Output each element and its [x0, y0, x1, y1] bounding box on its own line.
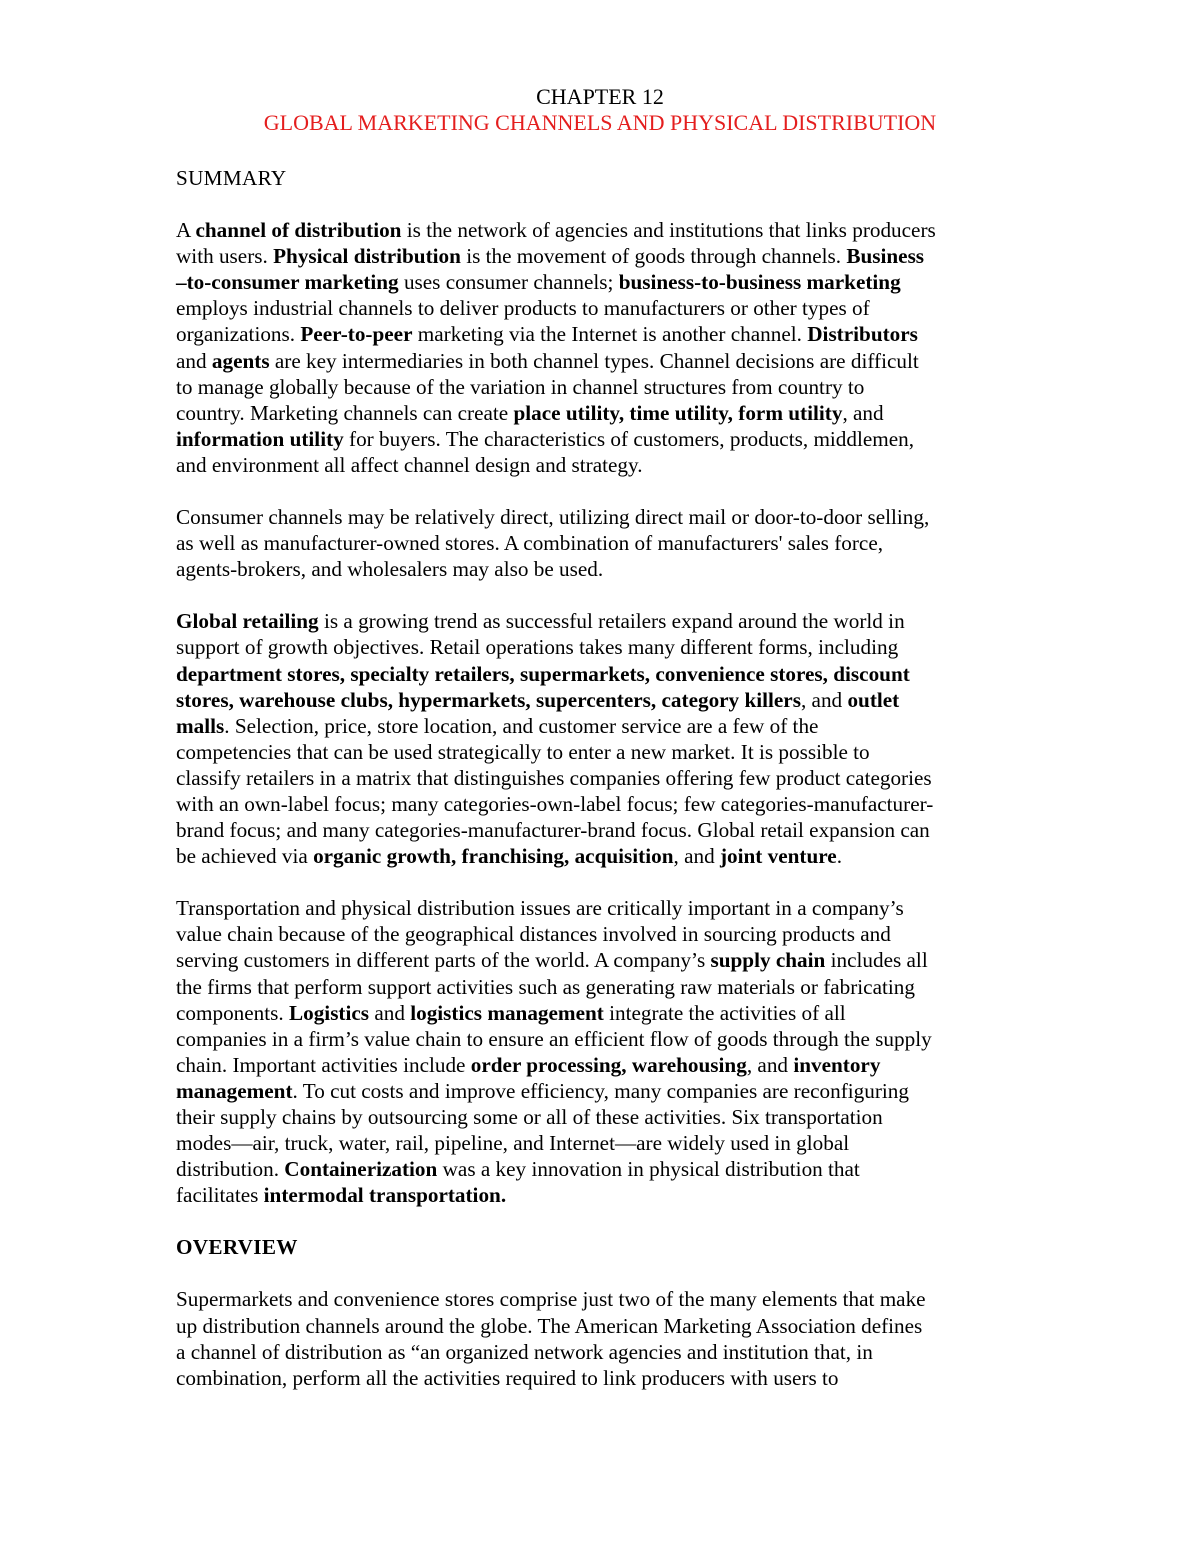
paragraph [176, 504, 1056, 582]
chapter-number: CHAPTER 12 [536, 84, 664, 109]
text-run: Consumer channels may be relatively direct, utilizing direct mail or door-to-door selling, [176, 505, 930, 530]
text-run: up distribution channels around the globe. The American Marketing Association defines [176, 1313, 923, 1338]
text-line [176, 426, 1056, 452]
text-run: includes all [825, 948, 928, 973]
text-run: , and [800, 687, 848, 712]
text-line [176, 1078, 1056, 1104]
text-run: distribution. [176, 1157, 285, 1182]
paragraph [176, 1286, 1056, 1390]
paragraph [176, 217, 1056, 478]
text-run: to manage globally because of the variation in channel structures from country to [176, 374, 865, 399]
text-line [176, 400, 1056, 426]
text-line [176, 1000, 1056, 1026]
text-run: with users. [176, 244, 274, 269]
text-run: , and [673, 844, 720, 869]
text-line [176, 974, 1056, 1000]
text-run: are key intermediaries in both channel types. Channel decisions are difficult [269, 348, 919, 373]
text-run: support of growth objectives. Retail operations takes many different forms, including [176, 635, 899, 660]
text-run: is the movement of goods through channels. [460, 244, 847, 269]
text-line [176, 661, 1056, 687]
text-run: their supply chains by outsourcing some or all of these activities. Six transportation [176, 1105, 883, 1129]
section-heading-overview: OVERVIEW [176, 1235, 298, 1260]
text-run: agents-brokers, and wholesalers may also be used. [176, 557, 604, 582]
text-run: A [176, 218, 196, 243]
paragraph [176, 608, 1056, 869]
paragraph [176, 895, 1056, 1208]
text-run: with an own-label focus; many categories-own-label focus; few categories-manufacturer- [176, 791, 934, 816]
bold-term: place utility, time utility, form utility [513, 400, 843, 425]
text-run: a channel of distribution as “an organized network agencies and institution that, in [176, 1339, 873, 1364]
text-run: . Selection, price, store location, and customer service are a few of the [224, 713, 819, 738]
text-line [176, 243, 1056, 269]
text-line [176, 556, 1056, 582]
text-run: companies in a firm’s value chain to ensure an efficient flow of goods through the supply [176, 1026, 932, 1051]
text-run: as well as manufacturer-owned stores. A combination of manufacturers' sales force, [176, 531, 884, 556]
text-run: brand focus; and many categories-manufacturer-brand focus. Global retail expansion can [176, 818, 930, 843]
text-run: marketing via the Internet is another channel. [412, 322, 808, 347]
bold-term: order processing, warehousing [470, 1052, 747, 1077]
text-line [176, 1182, 1056, 1208]
bold-term: channel of distribution [195, 218, 402, 243]
text-run: Transportation and physical distribution issues are critically important in a company’s [176, 896, 904, 921]
chapter-header [0, 84, 1200, 136]
bold-term: Distributors [807, 322, 918, 347]
text-line [176, 1156, 1056, 1182]
text-line [176, 608, 1056, 634]
text-run: integrate the activities of all [603, 1000, 846, 1025]
text-line [176, 530, 1056, 556]
bold-term: intermodal transportation. [263, 1183, 507, 1208]
bold-term: Global retailing [176, 609, 319, 634]
text-line [176, 295, 1056, 321]
bold-term: information utility [176, 426, 344, 451]
text-line [176, 817, 1056, 843]
bold-term: agents [211, 348, 270, 373]
text-run: be achieved via [176, 844, 314, 869]
text-run: the firms that perform support activities such as generating raw materials or fabricating [176, 974, 915, 999]
text-line [176, 269, 1056, 295]
bold-term: supply chain [710, 948, 826, 973]
chapter-title: GLOBAL MARKETING CHANNELS AND PHYSICAL DISTRIBUTION [263, 110, 937, 135]
text-line [176, 321, 1056, 347]
text-run: competencies that can be used strategically to enter a new market. It is possible to [176, 739, 870, 764]
bold-term: business-to-business marketing [618, 270, 901, 295]
text-line [176, 374, 1056, 400]
text-line [176, 1339, 1056, 1365]
text-line [176, 1052, 1056, 1078]
document-body [176, 165, 1056, 1417]
text-run: employs industrial channels to deliver products to manufacturers or other types of [176, 296, 870, 321]
text-line [176, 504, 1056, 530]
text-run: value chain because of the geographical distances involved in sourcing products and [176, 922, 891, 947]
text-run: uses consumer channels; [398, 270, 619, 295]
bold-term: organic growth, franchising, acquisition [313, 844, 674, 869]
text-run: and [369, 1000, 411, 1025]
bold-term: Logistics [288, 1000, 370, 1025]
bold-term: Peer-to-peer [300, 322, 413, 347]
bold-term: malls [176, 713, 225, 738]
bold-term: management [176, 1078, 293, 1103]
text-run: organizations. [176, 322, 301, 347]
bold-term: Business [846, 244, 925, 269]
bold-term: outlet [847, 687, 900, 712]
text-line [176, 634, 1056, 660]
text-line [176, 791, 1056, 817]
bold-term: –to-consumer marketing [176, 270, 399, 295]
text-line [176, 1130, 1056, 1156]
text-run: country. Marketing channels can create [176, 400, 514, 425]
text-run: facilitates [176, 1183, 264, 1208]
bold-term: Physical distribution [273, 244, 461, 269]
bold-term: joint venture [719, 844, 837, 869]
text-run: and environment all affect channel design and strategy. [176, 452, 643, 477]
text-line [176, 217, 1056, 243]
text-run: and [176, 348, 212, 373]
bold-term: department stores, specialty retailers, supermarkets, convenience stores, discount [176, 661, 910, 686]
text-run: chain. Important activities include [176, 1052, 471, 1077]
text-line [176, 687, 1056, 713]
bold-term: logistics management [410, 1000, 604, 1025]
text-run: , and [842, 400, 884, 425]
text-line [176, 1286, 1056, 1312]
text-line [176, 895, 1056, 921]
section-heading-summary: SUMMARY [176, 166, 287, 190]
text-line [176, 713, 1056, 739]
text-run: combination, perform all the activities required to link producers with users to [176, 1365, 839, 1390]
bold-term: stores, warehouse clubs, hypermarkets, supercenters, category killers [176, 687, 801, 712]
text-line [176, 452, 1056, 478]
text-run: components. [176, 1000, 289, 1025]
text-line [176, 765, 1056, 791]
text-line [176, 1313, 1056, 1339]
text-run: serving customers in different parts of the world. A company’s [176, 948, 711, 973]
text-line [176, 739, 1056, 765]
text-line [176, 947, 1056, 973]
text-run: classify retailers in a matrix that distinguishes companies offering few product categories [176, 765, 932, 790]
text-line [176, 1026, 1056, 1052]
text-run: Supermarkets and convenience stores comprise just two of the many elements that make [176, 1287, 926, 1312]
text-run: . To cut costs and improve efficiency, many companies are reconfiguring [292, 1078, 909, 1103]
text-line [176, 348, 1056, 374]
text-run: , and [746, 1052, 794, 1077]
text-run: for buyers. The characteristics of customers, products, middlemen, [343, 426, 915, 451]
text-line [176, 1104, 1056, 1130]
text-line [176, 921, 1056, 947]
text-run: modes—air, truck, water, rail, pipeline, and Internet—are widely used in global [176, 1131, 850, 1156]
text-line [176, 843, 1056, 869]
bold-term: inventory [793, 1052, 881, 1077]
text-run: was a key innovation in physical distribution that [437, 1157, 860, 1182]
text-run: . [836, 844, 842, 869]
text-line [176, 1365, 1056, 1391]
bold-term: Containerization [284, 1157, 438, 1182]
text-run: is the network of agencies and institutions that links producers [401, 218, 936, 243]
text-run: is a growing trend as successful retailers expand around the world in [318, 609, 905, 634]
